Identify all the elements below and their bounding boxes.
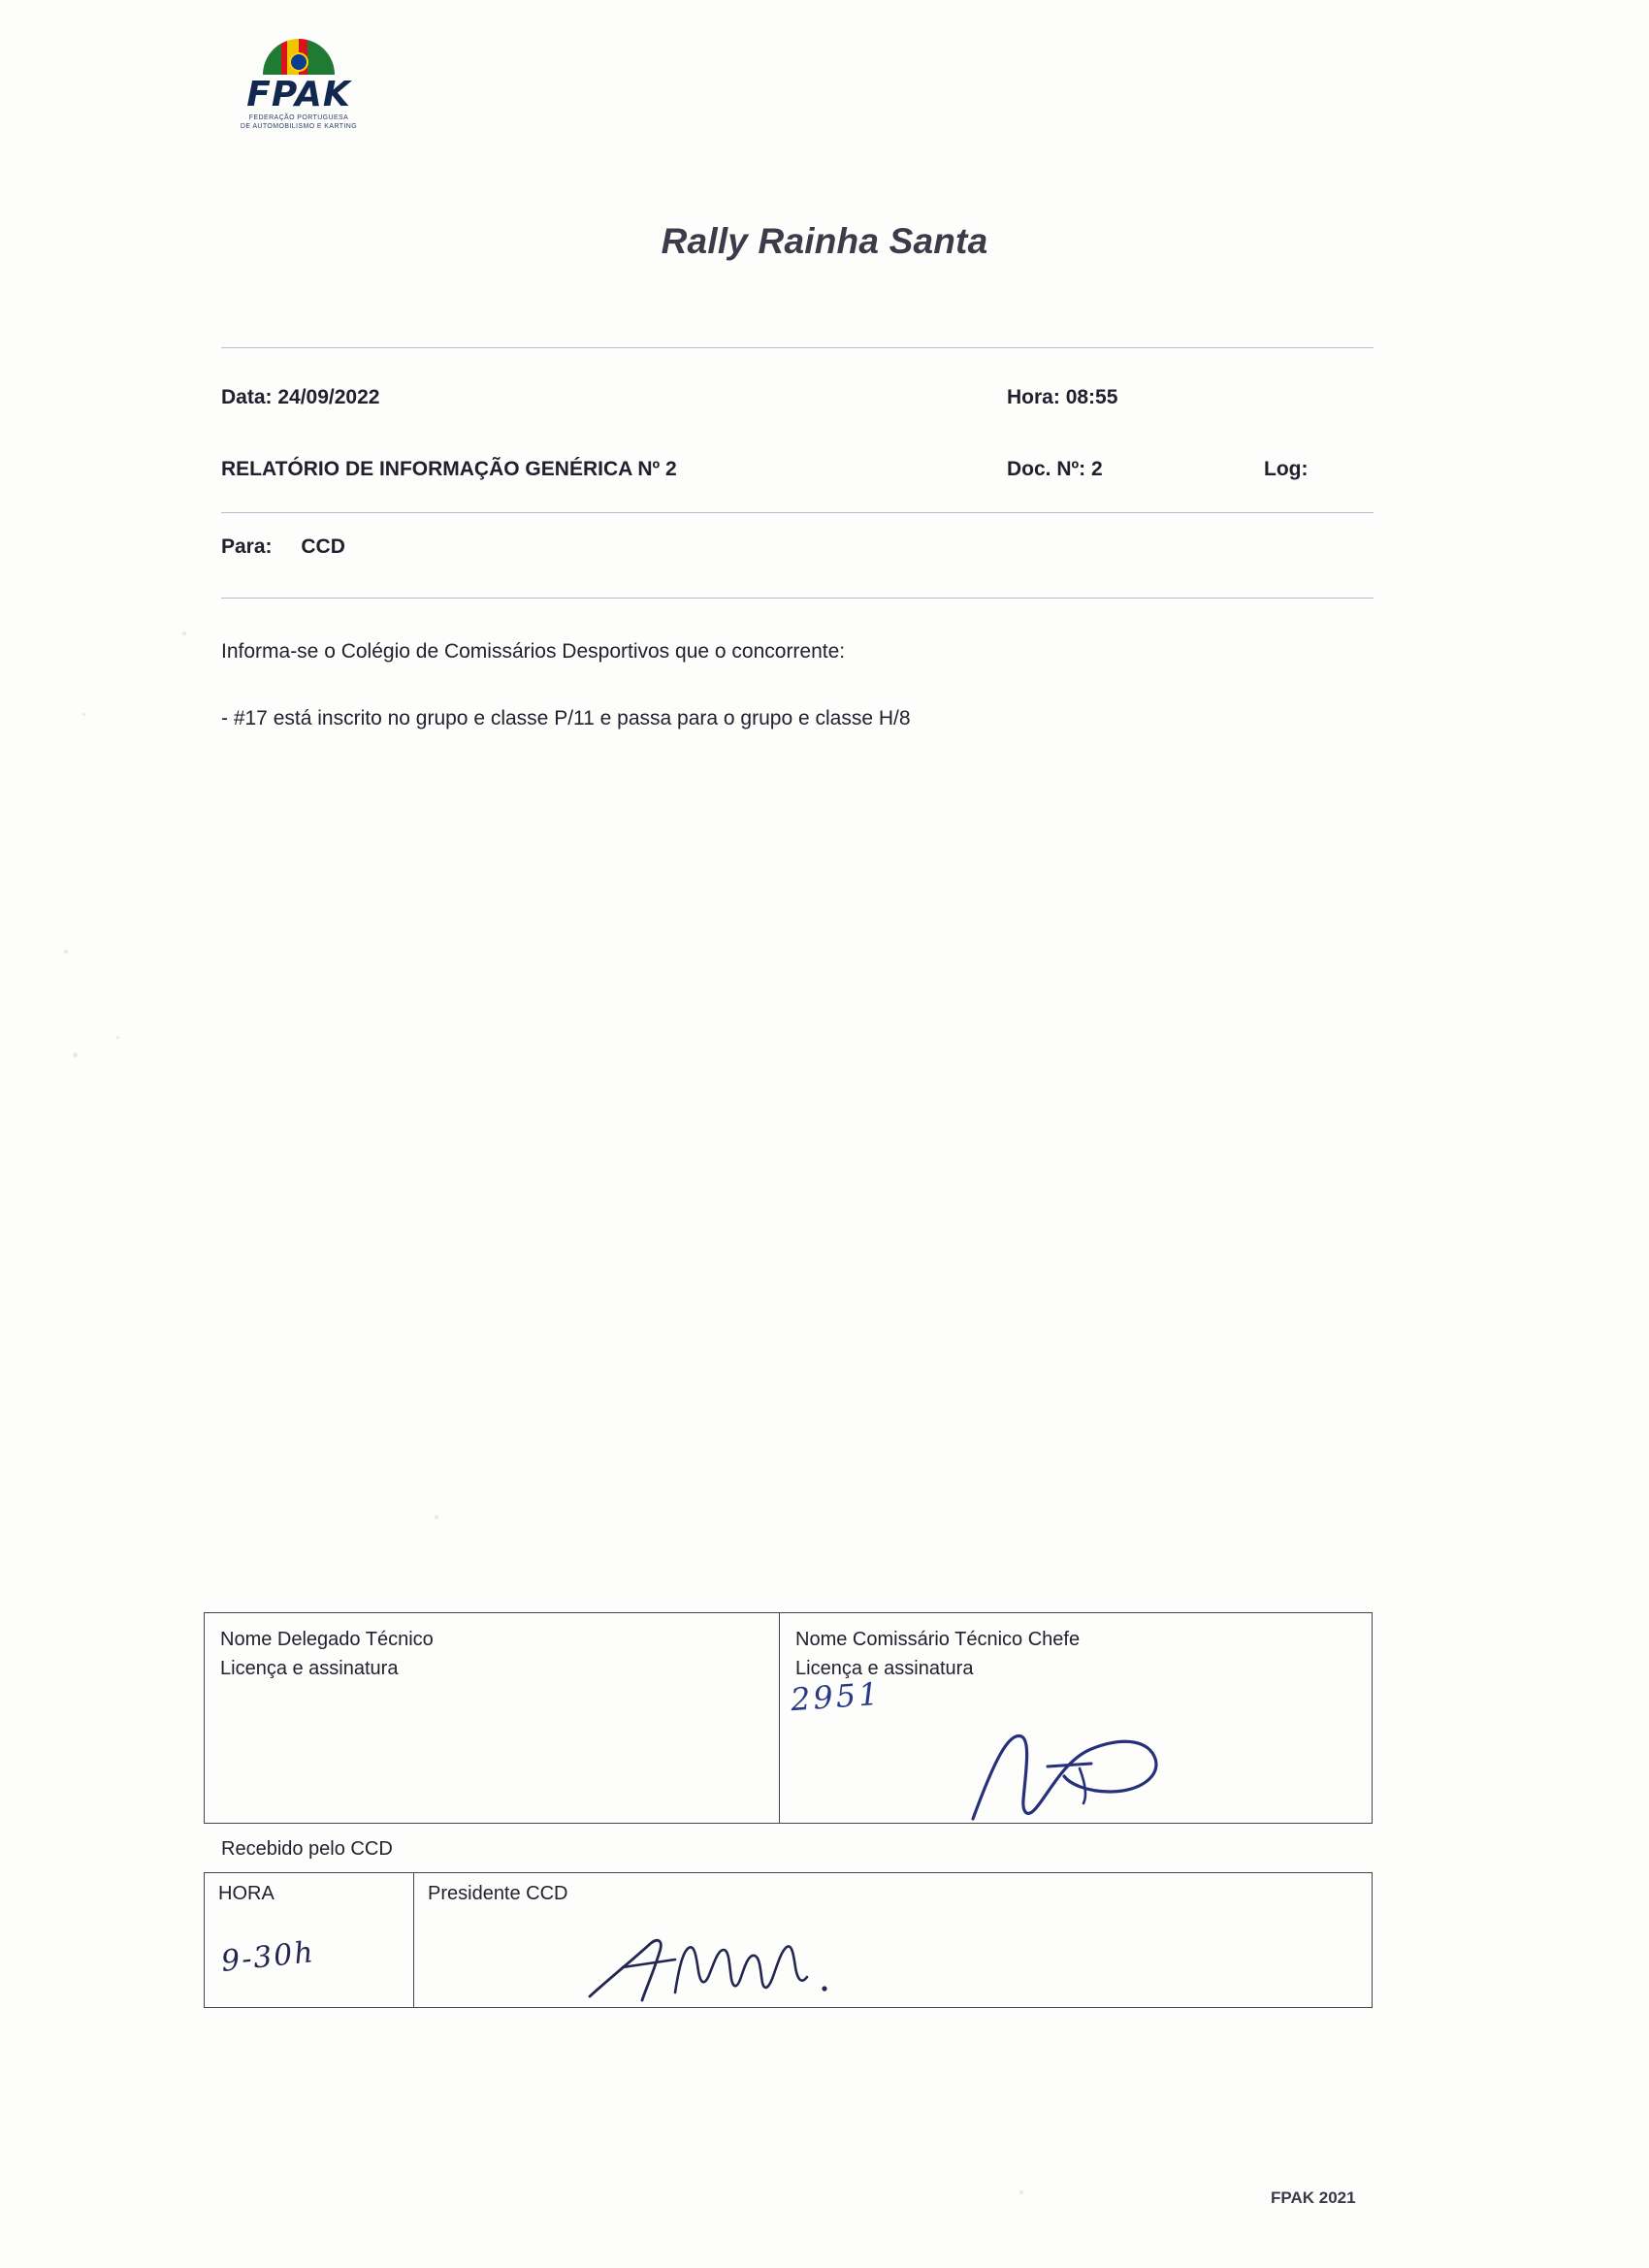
fpak-logo	[236, 39, 362, 150]
footer-text: FPAK 2021	[1271, 2188, 1356, 2207]
field-doc-label: Doc. Nº:	[1007, 458, 1086, 480]
scan-speckle	[73, 1053, 78, 1057]
divider-middle	[221, 512, 1374, 513]
signature-right-title: Nome Comissário Técnico Chefe	[795, 1629, 1081, 1650]
field-report-label: RELATÓRIO DE INFORMAÇÃO GENÉRICA Nº	[221, 458, 661, 480]
scan-speckle	[1019, 2190, 1023, 2194]
field-hora	[1007, 386, 1117, 409]
scan-speckle	[82, 713, 85, 716]
signature-cell-delegado	[205, 1613, 779, 1823]
handwritten-license-number: 2951	[789, 1674, 883, 1719]
divider-bottom	[221, 598, 1374, 599]
flag-arc-icon	[263, 39, 335, 75]
scan-speckle	[435, 1515, 438, 1519]
body-intro: Informa-se o Colégio de Comissários Desportivos que o concorrente:	[221, 640, 846, 663]
field-data	[221, 386, 379, 409]
signature-right-subtitle: Licença e assinatura	[795, 1658, 974, 1679]
reception-president-header: Presidente CCD	[428, 1883, 568, 1904]
scan-speckle	[116, 1036, 119, 1039]
reception-hora-header: HORA	[218, 1883, 275, 1904]
field-log	[1264, 458, 1308, 481]
field-report-number: 2	[665, 458, 677, 480]
field-data-label: Data:	[221, 386, 273, 408]
signature-left-title: Nome Delegado Técnico	[220, 1629, 434, 1650]
scan-speckle	[64, 950, 68, 954]
field-doc-value: 2	[1091, 458, 1103, 480]
field-para-value: CCD	[301, 535, 345, 558]
field-hora-label: Hora:	[1007, 386, 1060, 408]
handwritten-reception-hora: 9-30h	[219, 1935, 317, 1979]
logo-wordmark: FPAK	[246, 75, 351, 114]
field-doc	[1007, 458, 1103, 481]
logo-subtitle-line2: DE AUTOMOBILISMO E KARTING	[240, 123, 358, 130]
handwritten-signature-president	[582, 1928, 892, 2016]
field-hora-value: 08:55	[1065, 386, 1118, 408]
body-item-1: - #17 está inscrito no grupo e classe P/11 e passa para o grupo e classe H/8	[221, 707, 911, 729]
field-para	[221, 535, 345, 559]
divider-top	[221, 347, 1374, 348]
handwritten-signature-comissario	[955, 1702, 1246, 1829]
field-para-label: Para:	[221, 535, 273, 558]
field-log-label: Log:	[1264, 458, 1309, 480]
reception-label: Recebido pelo CCD	[221, 1838, 393, 1860]
scan-speckle	[182, 632, 186, 635]
page-title: Rally Rainha Santa	[661, 221, 988, 261]
reception-cell-president	[414, 1873, 1374, 2007]
logo-subtitle-line1: FEDERAÇÃO PORTUGUESA	[248, 114, 349, 121]
field-report-title	[221, 458, 677, 481]
signature-left-subtitle: Licença e assinatura	[220, 1658, 399, 1679]
field-data-value: 24/09/2022	[277, 386, 380, 408]
